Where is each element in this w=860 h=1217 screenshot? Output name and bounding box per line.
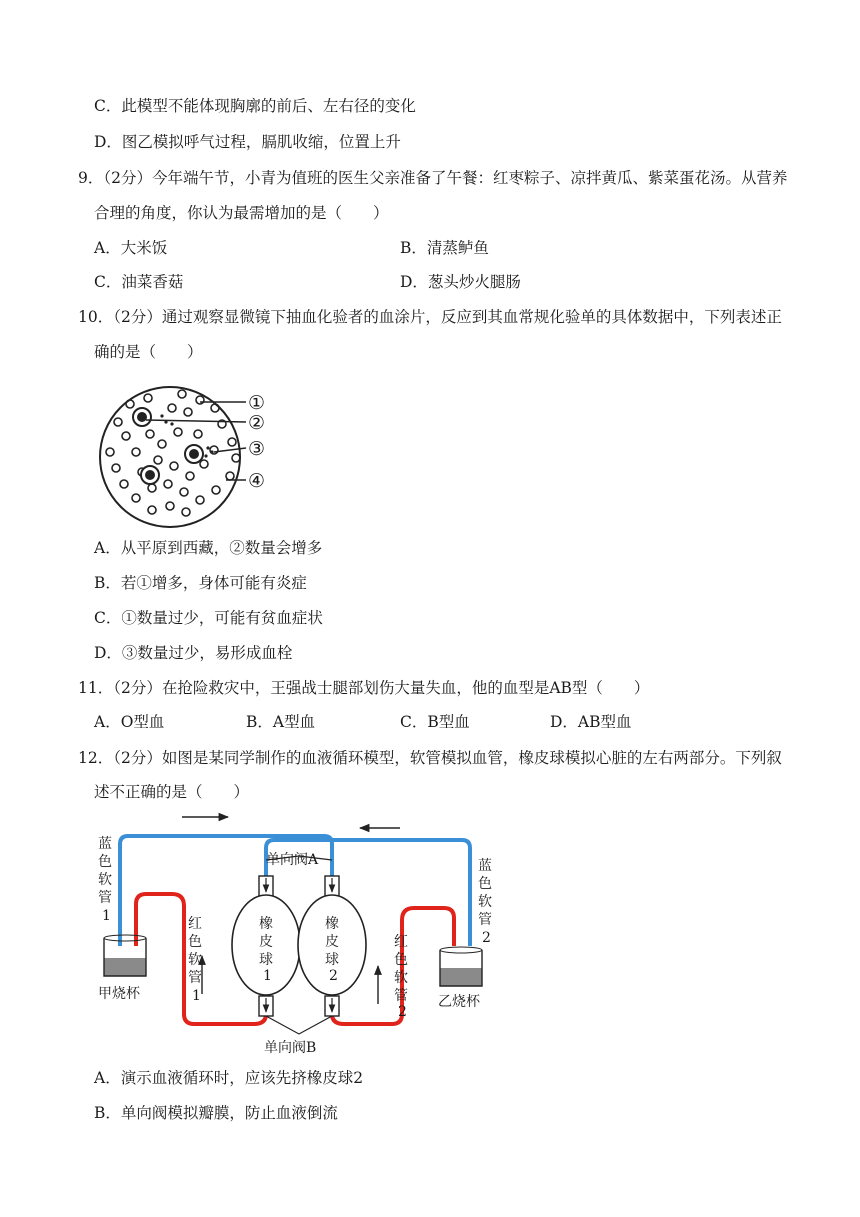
q10-option-c: C．①数量过少，可能有贫血症状: [94, 609, 323, 627]
label-beaker-jia: 甲烧杯: [98, 986, 140, 1002]
svg-text:球: 球: [325, 952, 339, 968]
label-beaker-yi: 乙烧杯: [438, 994, 480, 1010]
svg-text:球: 球: [259, 952, 273, 968]
valve-b-lines: [266, 1016, 332, 1034]
q11-stem: 11．（2分）在抢险救灾中，王强战士腿部划伤大量失血，他的血型是AB型（ ）: [78, 679, 650, 697]
svg-text:软: 软: [394, 970, 408, 986]
q9-option-d: D．葱头炒火腿肠: [400, 273, 521, 291]
svg-text:蓝: 蓝: [478, 858, 492, 874]
svg-text:红: 红: [188, 916, 202, 932]
q9-stem-line1: 9．（2分）今年端午节，小青为值班的医生父亲准备了午餐：红枣粽子、凉拌黄瓜、紫菜蛋花汤。从营养: [78, 169, 788, 187]
beaker-yi: [440, 947, 482, 986]
svg-text:蓝: 蓝: [98, 836, 112, 852]
svg-text:皮: 皮: [325, 934, 339, 950]
q11-option-a: A．O型血: [94, 713, 165, 731]
svg-text:色: 色: [98, 854, 112, 870]
label-3: ③: [248, 438, 266, 460]
svg-text:管: 管: [478, 912, 492, 928]
svg-text:橡: 橡: [259, 916, 273, 932]
label-1: ①: [248, 392, 266, 414]
q10-stem-line2: 确的是（ ）: [94, 343, 203, 361]
label-blue-tube-1: [98, 835, 112, 924]
q12-option-b: B．单向阀模拟瓣膜，防止血液倒流: [94, 1104, 338, 1122]
label-valve-a: 单向阀A: [266, 852, 319, 868]
svg-text:管: 管: [188, 970, 202, 986]
q10-option-d: D．③数量过少，易形成血栓: [94, 644, 293, 662]
svg-text:橡: 橡: [325, 916, 339, 932]
svg-text:1: 1: [102, 908, 111, 924]
q11-option-c: C．B型血: [400, 713, 470, 731]
q8-option-c: C．此模型不能体现胸廓的前后、左右径的变化: [94, 97, 416, 115]
svg-text:色: 色: [478, 876, 492, 892]
q10-stem-line1: 10．（2分）通过观察显微镜下抽血化验者的血涂片，反应到其血常规化验单的具体数据中，下列表述正: [78, 308, 782, 326]
svg-text:软: 软: [188, 952, 202, 968]
q12-stem-line1: 12．（2分）如图是某同学制作的血液循环模型，软管模拟血管，橡皮球模拟心脏的左右两部分。下列叙: [78, 749, 782, 767]
blood-smear-figure: [90, 372, 280, 532]
svg-text:2: 2: [329, 968, 338, 984]
q9-option-a: A．大米饭: [94, 239, 168, 257]
q12-stem-line2: 述不正确的是（ ）: [94, 783, 250, 801]
svg-text:色: 色: [188, 934, 202, 950]
q11-option-b: B．A型血: [246, 713, 316, 731]
label-blue-tube-2: [478, 857, 492, 946]
label-valve-b: 单向阀B: [264, 1040, 317, 1056]
q11-option-d: D．AB型血: [550, 713, 632, 731]
label-4: ④: [248, 470, 266, 492]
svg-text:管: 管: [98, 890, 112, 906]
label-red-tube-2: [394, 934, 408, 1020]
svg-text:皮: 皮: [259, 934, 273, 950]
q9-option-c: C．油菜香菇: [94, 273, 184, 291]
svg-text:红: 红: [394, 934, 408, 950]
beaker-jia: [104, 935, 146, 976]
svg-text:色: 色: [394, 952, 408, 968]
svg-text:软: 软: [98, 872, 112, 888]
svg-text:1: 1: [192, 988, 201, 1004]
q9-stem-line2: 合理的角度，你认为最需增加的是（ ）: [94, 204, 389, 222]
q10-option-b: B．若①增多，身体可能有炎症: [94, 574, 307, 592]
q12-option-a: A．演示血液循环时，应该先挤橡皮球2: [94, 1069, 364, 1087]
svg-text:1: 1: [263, 968, 272, 984]
svg-text:2: 2: [482, 930, 491, 946]
circulation-model-figure: [78, 808, 518, 1060]
q10-option-a: A．从平原到西藏，②数量会增多: [94, 539, 323, 557]
q8-option-d: D．图乙模拟呼气过程，膈肌收缩，位置上升: [94, 133, 401, 151]
svg-text:2: 2: [398, 1004, 407, 1020]
label-2: ②: [248, 412, 266, 434]
label-red-tube-1: [188, 916, 202, 1004]
q9-option-b: B．清蒸鲈鱼: [400, 239, 489, 257]
svg-text:软: 软: [478, 894, 492, 910]
svg-text:管: 管: [394, 988, 408, 1004]
